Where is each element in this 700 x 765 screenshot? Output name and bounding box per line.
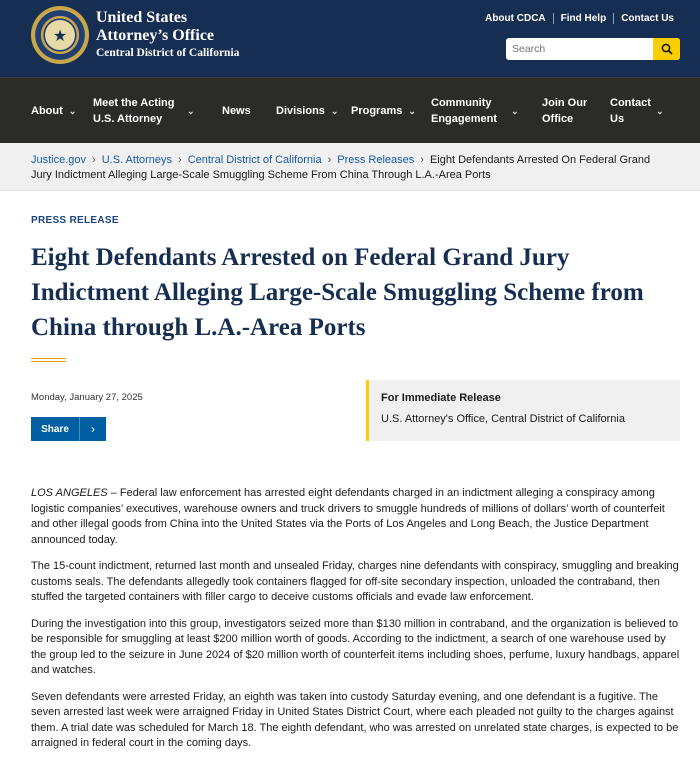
site-title[interactable] bbox=[96, 9, 239, 59]
paragraph: During the investigation into this group, investigators seized more than $130 million in contraband, and the organization is believed to be responsible for smuggling at least $200 million worth of goods. According to the indictment, a search of one warehouse used by the group led to the seizure in June 2024 of $20 million worth of counterfeit items including shoes, perfume, luxury handbags, apparel and watches. bbox=[31, 617, 680, 676]
search-icon bbox=[661, 43, 673, 55]
breadcrumb-link-press-releases[interactable]: Press Releases bbox=[337, 154, 415, 166]
nav-join-office[interactable] bbox=[542, 78, 592, 144]
chevron-right-icon: › bbox=[178, 154, 182, 166]
chevron-down-icon: ⌄ bbox=[408, 106, 416, 116]
title-divider bbox=[31, 358, 66, 362]
share-label: Share bbox=[31, 417, 79, 441]
chevron-down-icon: ⌄ bbox=[511, 106, 519, 116]
chevron-right-icon: › bbox=[420, 154, 424, 166]
find-help-link[interactable]: Find Help bbox=[553, 13, 614, 24]
eagle-icon: ★ bbox=[45, 20, 75, 50]
breadcrumb-link-cdca[interactable]: Central District of California bbox=[187, 154, 322, 166]
nav-community-engagement[interactable] bbox=[431, 78, 531, 144]
paragraph: Seven defendants were arrested Friday, an eighth was taken into custody Saturday evening, and one defendant is a fugitive. The seven arrested last week were arraigned Friday in United States District Court, where each pleaded not guilty to the charges against them. A trial date was scheduled for March 18. The eighth defendant, who was arrested on unrelated state charges, is expected to be arraigned in federal court in the coming days. bbox=[31, 690, 679, 749]
contact-us-link[interactable]: Contact Us bbox=[613, 13, 681, 24]
site-header bbox=[0, 0, 700, 77]
content-type-label: PRESS RELEASE bbox=[31, 215, 119, 226]
chevron-down-icon: ⌄ bbox=[187, 106, 195, 116]
nav-label: Programs bbox=[351, 105, 403, 117]
breadcrumb-current: Eight Defendants Arrested On Federal Grand Jury Indictment Alleging Large-Scale Smuggling Scheme From China Through L.A.-Area Ports bbox=[31, 154, 651, 181]
nav-meet-attorney[interactable] bbox=[93, 78, 203, 144]
org-district: Central District of California bbox=[96, 47, 240, 59]
nav-programs[interactable] bbox=[351, 78, 416, 144]
search-input[interactable] bbox=[506, 38, 652, 60]
dateline: LOS ANGELES bbox=[31, 487, 108, 499]
chevron-down-icon: ⌄ bbox=[68, 106, 77, 116]
nav-label: Meet the Acting U.S. Attorney bbox=[93, 97, 175, 125]
nav-label: Divisions bbox=[276, 105, 325, 117]
release-info-box bbox=[366, 380, 680, 441]
nav-label: Community Engagement bbox=[431, 97, 498, 125]
publish-date: Monday, January 27, 2025 bbox=[31, 392, 143, 403]
org-name-line1: United States bbox=[96, 9, 188, 26]
chevron-right-icon: › bbox=[79, 417, 106, 441]
breadcrumb-link-us-attorneys[interactable]: U.S. Attorneys bbox=[101, 154, 173, 166]
org-name-line2: Attorney’s Office bbox=[96, 27, 215, 44]
nav-divisions[interactable] bbox=[276, 78, 338, 144]
nav-label: About bbox=[31, 105, 63, 117]
chevron-right-icon: › bbox=[327, 154, 332, 166]
nav-label: News bbox=[222, 105, 251, 117]
doj-seal-logo[interactable] bbox=[31, 6, 89, 64]
article-body bbox=[31, 486, 681, 763]
breadcrumb bbox=[0, 143, 700, 191]
primary-nav bbox=[0, 77, 700, 143]
breadcrumb-link-justice-gov[interactable]: Justice.gov bbox=[31, 154, 87, 166]
search-box bbox=[506, 38, 680, 60]
nav-label: Contact Us bbox=[610, 97, 651, 125]
nav-about[interactable] bbox=[31, 78, 76, 144]
chevron-right-icon: › bbox=[92, 154, 96, 166]
chevron-down-icon: ⌄ bbox=[656, 106, 664, 116]
about-cdca-link[interactable]: About CDCA bbox=[485, 13, 546, 24]
share-button[interactable] bbox=[31, 417, 106, 441]
chevron-down-icon: ⌄ bbox=[330, 106, 339, 116]
paragraph bbox=[31, 486, 681, 548]
release-heading: For Immediate Release bbox=[381, 392, 501, 404]
nav-contact-us[interactable] bbox=[610, 78, 670, 144]
paragraph: The 15-count indictment, returned last month and unsealed Friday, charges nine defendants with conspiracy, smuggling and breaking customs seals. The defendants allegedly took containers flagged for off-site secondary inspection, unloaded the contraband, then stuffed the targeted containers with filler cargo to deceive customs officials and evade law enforcement. bbox=[31, 560, 679, 603]
utility-links bbox=[478, 13, 681, 24]
search-button[interactable] bbox=[653, 38, 680, 60]
page-title: Eight Defendants Arrested on Federal Grand Jury Indictment Alleging Large-Scale Smuggling Scheme from China through L.A.-Area Ports bbox=[31, 244, 644, 341]
nav-news[interactable] bbox=[222, 78, 251, 144]
nav-label: Join Our Office bbox=[542, 97, 588, 125]
paragraph-text: – Federal law enforcement has arrested eight defendants charged in an indictment alleging a conspiracy among logistic companies’ executives, warehouse owners and truck drivers to smuggle hundreds of millions of dollars’ worth of counterfeit and other illegal goods from China into the United States via the Ports of Los Angeles and Long Beach, the Justice Department announced today. bbox=[31, 487, 665, 546]
release-source: U.S. Attorney's Office, Central District of California bbox=[381, 413, 625, 425]
